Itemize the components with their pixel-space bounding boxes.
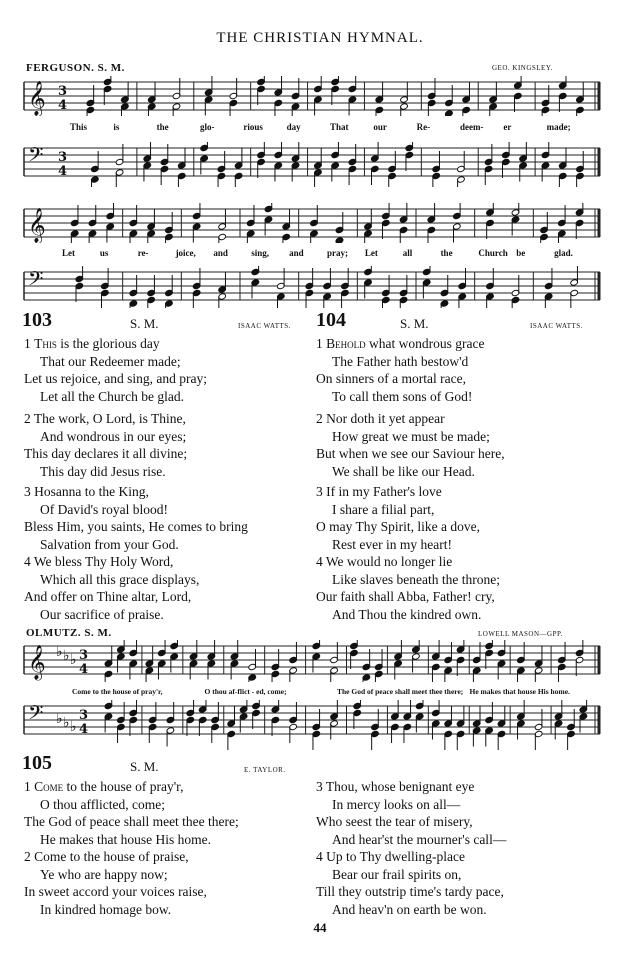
hymn-number: 103 bbox=[22, 309, 52, 331]
svg-text:3: 3 bbox=[58, 150, 68, 165]
lyric-syllable: the bbox=[156, 122, 169, 132]
svg-text:𝄢: 𝄢 bbox=[28, 267, 44, 295]
hymn-number: 104 bbox=[316, 309, 346, 331]
svg-text:4: 4 bbox=[79, 662, 89, 677]
svg-text:𝄞: 𝄞 bbox=[28, 208, 46, 243]
lyrics-line-3 bbox=[72, 687, 602, 698]
hymn-103-verse-2: 2 The work, O Lord, is Thine, And wondrous in our eyes; This day declares it all divine; This day did Jesus rise. bbox=[24, 411, 188, 479]
lyric-syllable: O thou af-flict - ed, come; bbox=[204, 687, 287, 696]
lyric-syllable: glo- bbox=[200, 122, 215, 132]
lyric-syllable: glad. bbox=[554, 248, 573, 258]
lyric-syllable: er bbox=[503, 122, 512, 132]
tune-name: OLMUTZ. S. M. bbox=[26, 627, 112, 639]
tune-composer: LOWELL MASON—GPP. bbox=[478, 630, 563, 638]
lyric-syllable: He makes that house His home. bbox=[469, 687, 570, 696]
lyric-syllable: sing, bbox=[251, 248, 270, 258]
svg-text:4: 4 bbox=[58, 164, 68, 179]
svg-text:3: 3 bbox=[79, 648, 89, 663]
music-staff-system-3 bbox=[22, 203, 602, 243]
svg-text:♭: ♭ bbox=[63, 648, 70, 664]
hymn-104-verse-4: 4 We would no longer lie Like slaves beneath the throne; Our faith shall Abba, Father! cry, And Thou the kindred own. bbox=[316, 554, 500, 622]
svg-text:♭: ♭ bbox=[56, 711, 63, 727]
lyric-syllable: us bbox=[99, 248, 109, 258]
hymn-105-verse-3: 3 Thou, whose benignant eye In mercy looks on all— Who seest the tear of misery, And hear'st the mourner's call— bbox=[316, 779, 507, 847]
svg-text:𝄞: 𝄞 bbox=[28, 645, 46, 680]
hymn-author: ISAAC WATTS. bbox=[238, 322, 291, 330]
hymn-author: E. TAYLOR. bbox=[244, 766, 286, 774]
hymn-103-verse-1: 1 This is the glorious day That our Redeemer made; Let us rejoice, and sing, and pray; Let all the Church be glad. bbox=[24, 336, 207, 404]
lyric-syllable: and bbox=[289, 248, 304, 258]
music-staff-system-2 bbox=[22, 142, 602, 187]
hymn-meter: S. M. bbox=[130, 316, 159, 331]
svg-text:♭: ♭ bbox=[63, 715, 70, 731]
hymn-number: 105 bbox=[22, 752, 52, 774]
hymn-meter: S. M. bbox=[130, 759, 159, 774]
lyrics-line-1 bbox=[70, 122, 590, 134]
lyric-syllable: Re- bbox=[416, 122, 431, 132]
lyric-syllable: Church bbox=[478, 248, 508, 258]
hymn-author: ISAAC WATTS. bbox=[530, 322, 583, 330]
music-staff-system-4 bbox=[22, 266, 602, 308]
svg-text:𝄢: 𝄢 bbox=[28, 701, 44, 729]
music-staff-system-6 bbox=[22, 700, 602, 752]
svg-text:𝄞: 𝄞 bbox=[28, 81, 46, 116]
music-staff-system-5 bbox=[22, 640, 602, 682]
svg-text:3: 3 bbox=[79, 708, 89, 723]
lyric-syllable: Let bbox=[364, 248, 378, 258]
lyric-syllable: joice, bbox=[175, 248, 196, 258]
lyric-syllable: Come to the house of pray'r, bbox=[72, 687, 163, 696]
lyric-syllable: all bbox=[402, 248, 413, 258]
hymn-105-verse-1: 1 Come to the house of pray'r, O thou afflicted, come; The God of peace shall meet thee there; He makes that house His home. bbox=[24, 779, 239, 847]
lyrics-line-2 bbox=[62, 248, 592, 260]
lyric-syllable: day bbox=[286, 122, 301, 132]
tune-name: FERGUSON. S. M. bbox=[26, 62, 125, 74]
hymn-103-verse-4: 4 We bless Thy Holy Word, Which all this grace displays, And offer on Thine altar, Lord, Our sacrifice of praise. bbox=[24, 554, 200, 622]
lyric-syllable: The God of peace shall meet thee there; bbox=[337, 687, 464, 696]
lyric-syllable: is bbox=[113, 122, 120, 132]
lyric-syllable: the bbox=[440, 248, 453, 258]
lyric-syllable: deem- bbox=[460, 122, 484, 132]
hymn-104-verse-1: 1 Behold what wondrous grace The Father hath bestow'd On sinners of a mortal race, To call them sons of God! bbox=[316, 336, 485, 404]
lyric-syllable: rious bbox=[243, 122, 263, 132]
lyric-syllable: our bbox=[373, 122, 387, 132]
svg-text:♭: ♭ bbox=[70, 719, 77, 735]
svg-text:4: 4 bbox=[58, 98, 68, 113]
hymn-105-verse-2: 2 Come to the house of praise, Ye who are happy now; In sweet accord your voices raise, In kindred homage bow. bbox=[24, 849, 207, 917]
lyric-syllable: pray; bbox=[327, 248, 348, 258]
hymn-105-verse-4: 4 Up to Thy dwelling-place Bear our frail spirits on, Till they outstrip time's tardy pace, And heav'n on earth be won. bbox=[316, 849, 504, 917]
page-number: 44 bbox=[313, 920, 327, 935]
lyric-syllable: Let bbox=[62, 248, 75, 258]
hymn-104-verse-2: 2 Nor doth it yet appear How great we must be made; But when we see our Saviour here, We shall be like our Head. bbox=[316, 411, 505, 479]
lyric-syllable: That bbox=[330, 122, 349, 132]
lyric-syllable: This bbox=[70, 122, 88, 132]
tune-composer: GEO. KINGSLEY. bbox=[492, 64, 553, 72]
music-staff-system-1 bbox=[22, 76, 602, 116]
lyric-syllable: be bbox=[516, 248, 526, 258]
svg-text:♭: ♭ bbox=[56, 644, 63, 660]
svg-text:♭: ♭ bbox=[70, 652, 77, 668]
svg-text:4: 4 bbox=[79, 722, 89, 737]
hymn-meter: S. M. bbox=[400, 316, 429, 331]
hymn-103-verse-3: 3 Hosanna to the King, Of David's royal blood! Bless Him, you saints, He comes to bring Salvation from your God. bbox=[24, 484, 248, 552]
lyric-syllable: and bbox=[213, 248, 228, 258]
svg-text:𝄢: 𝄢 bbox=[28, 143, 44, 171]
lyric-syllable: re- bbox=[137, 248, 149, 258]
lyric-syllable: made; bbox=[546, 122, 571, 132]
svg-text:3: 3 bbox=[58, 84, 68, 99]
page-title: THE CHRISTIAN HYMNAL. bbox=[216, 30, 424, 46]
hymn-104-verse-3: 3 If in my Father's love I share a filial part, O may Thy Spirit, like a dove, Rest ever in my heart! bbox=[316, 484, 480, 552]
